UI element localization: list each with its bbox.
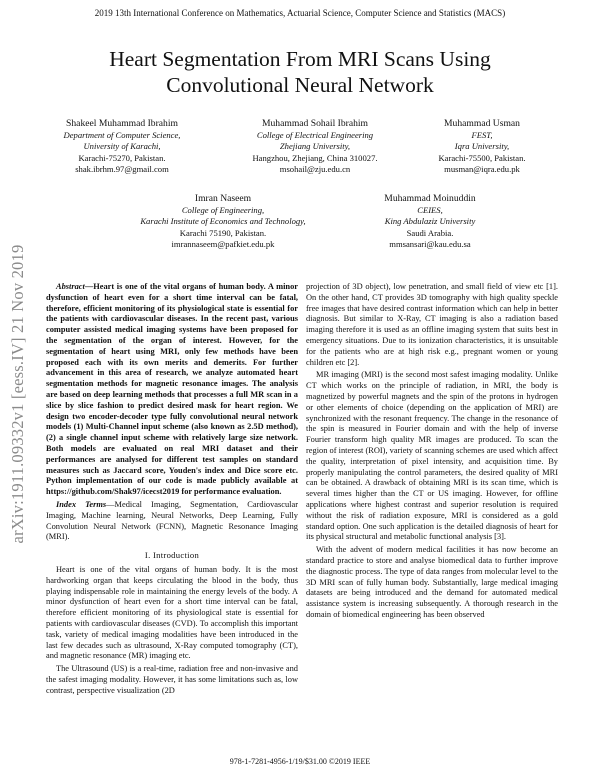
author-org: Karachi Institute of Economics and Technology, bbox=[140, 216, 306, 227]
title-line-2: Convolutional Neural Network bbox=[166, 73, 434, 97]
author-name: Imran Naseem bbox=[194, 193, 252, 204]
author-block bbox=[52, 118, 192, 175]
index-terms bbox=[46, 500, 298, 543]
author-name: Shakeel Muhammad Ibrahim bbox=[66, 118, 178, 129]
author-email: mmsansari@kau.edu.sa bbox=[389, 238, 471, 249]
author-email: msohail@zju.edu.cn bbox=[279, 163, 351, 174]
author-location: Karachi 75190, Pakistan. bbox=[179, 227, 267, 238]
body-paragraph: MR imaging (MRI) is the second most safest imaging modality. Unlike CT which works on the principle of radiation, in MRI, the body is magnetized by powerful magnets and the spin of the protons in hydrogen or other elements of choice (depending on the application of MRI) are synchronized with the resonant frequency. The change in the resonance of the spin is measured in Fourier domain and with the help of inverse Fourier transform high quality MR images are produced. To scan the region of interest (ROI), variety of scanning schemes are used which affect the quality, interpretation of pixel intensity, and acquisition time. By properly manipulating the control parameters, the desired quality of MRI can be obtained. A drawback of obtaining MRI is its scan time, which is several times higher than the CT or US imaging. However, for offline applications where highest contrast and superior resolution is required without the risk of radiation exposure, MRI is considered as a gold standard option. One such application is the detailed diagnosis of heart for its physical structural and metabolic functional analysis [3]. bbox=[306, 370, 558, 542]
paper-title bbox=[40, 46, 560, 98]
author-org: Zhejiang University, bbox=[279, 141, 351, 152]
abstract bbox=[46, 282, 298, 498]
author-dept: College of Engineering, bbox=[181, 205, 265, 215]
arxiv-identifier: arXiv:1911.09332v1 [eess.IV] 21 Nov 2019 bbox=[8, 244, 27, 544]
author-block bbox=[230, 118, 400, 175]
author-email: musman@iqra.edu.pk bbox=[444, 163, 520, 174]
author-dept: Department of Computer Science, bbox=[63, 130, 181, 140]
body-paragraph: projection of 3D object), low penetration, and small field of view etc [1]. On the other hand, CT provides 3D tomography with high quality speckle free images that have desired contrast information which can help in better diagnosis. But similar to X-Ray, CT imaging is also a radiation based imaging therefore it is used as an offline imaging system that suits best in emergency situations. Due to its ionization characteristics, it is unsuitable for the patients who are at high risk e.g., pregnant women or young children etc [2]. bbox=[306, 282, 558, 367]
author-location: Karachi-75500, Pakistan. bbox=[438, 152, 526, 163]
author-block bbox=[128, 193, 318, 250]
author-location: Hangzhou, Zhejiang, China 310027. bbox=[252, 152, 378, 163]
author-dept: FEST, bbox=[471, 130, 493, 140]
author-name: Muhammad Sohail Ibrahim bbox=[261, 118, 369, 129]
index-terms-label: Index Terms bbox=[56, 499, 107, 509]
index-terms-text: —Medical Imaging, Segmentation, Cardiovascular Imaging, Machine learning, Neural Networks, Deep Learning, Fully Convolution Neural Network (FCNN), Magnetic Resonance Imaging (MRI). bbox=[46, 499, 298, 542]
author-email: shak.ibrhm.97@gmail.com bbox=[75, 163, 169, 174]
author-dept: College of Electrical Engineering bbox=[256, 130, 374, 140]
author-location: Saudi Arabia. bbox=[406, 227, 454, 238]
author-location: Karachi-75270, Pakistan. bbox=[78, 152, 166, 163]
author-dept: CEIES, bbox=[417, 205, 443, 215]
right-column bbox=[306, 282, 558, 623]
intro-paragraph: The Ultrasound (US) is a real-time, radiation free and non-invasive and the safest imaging modality. However, it has some limitations such as, low contrast, perspective visualization (2D bbox=[46, 664, 298, 695]
left-column bbox=[46, 282, 298, 698]
author-org: King Abdulaziz University bbox=[384, 216, 476, 227]
abstract-label: Abstract bbox=[56, 282, 85, 291]
author-email: imrannaseem@pafkiet.edu.pk bbox=[171, 238, 275, 249]
author-block bbox=[355, 193, 505, 250]
author-block bbox=[412, 118, 552, 175]
copyright-footer: 978-1-7281-4956-1/19/$31.00 ©2019 IEEE bbox=[229, 757, 371, 766]
body-paragraph: With the advent of modern medical facilities it has now become an standard practice to store and analyse biomedical data to further improve the diagnostic process. The type of data ranges from molecular level to the 3D MRI scan of fully human body. Substantially, large medical imaging datasets are being introduced and the demand for automated medical assistance system is increasing subsequently. A thorough research in the domain of biomedical engineering has been observed bbox=[306, 545, 558, 619]
title-line-1: Heart Segmentation From MRI Scans Using bbox=[109, 47, 491, 71]
conference-header: 2019 13th International Conference on Mathematics, Actuarial Science, Computer Science and Statistics (MACS) bbox=[94, 8, 506, 18]
abstract-text: —Heart is one of the vital organs of human body. A minor dysfunction of heart even for a short time interval can be fatal, therefore, efficient monitoring of its physiological state is essential for the patients with cardiovascular diseases. In the recent past, various computer assisted medical imaging systems have been proposed for the segmentation of the organ of interest. However, for the segmentation of heart using MRI, only few methods have been proposed each with its own merits and demerits. For further advancement in this area of research, we analyze automated heart segmentation methods for magnetic resonance images. The analysis are based on deep learning methods that processes a full MR scan in a slice by slice fashion to predict desired mask for heart region. We design two encoder-decoder type fully convolutional neural network models (1) Multi-Channel input scheme (also known as 2.5D method), (2) a single channel input scheme with relatively large size network. Both models are evaluated on real MRI dataset and their performances are analysed for different test samples on standard measures such as Jaccard score, Youden's index and Dice score etc. Python implementation of our code is made publicly available at https://github.com/Shak97/icecst2019 for performance evaluation. bbox=[46, 282, 298, 497]
author-name: Muhammad Moinuddin bbox=[384, 193, 476, 204]
author-name: Muhammad Usman bbox=[444, 118, 520, 129]
section-heading: I. Introduction bbox=[144, 550, 200, 561]
author-org: University of Karachi, bbox=[83, 141, 161, 152]
author-org: Iqra University, bbox=[454, 141, 510, 152]
intro-paragraph: Heart is one of the vital organs of human body. It is the most hardworking organ that keeps circulating the blood in the body, thus playing indispensable role in maintaining the energy levels of the body. A minor dysfunction of heart even for a short time interval can be fatal, therefore efficient monitoring of its physiological state is essential for patients with cardiovascular diseases (CVD). To accomplish this important task, variety of medical imaging modalities have been introduced in the last few decades such as ultrasound, X-Ray computed tomography (CT), and magnetic resonance (MR) imaging etc. bbox=[46, 564, 298, 661]
